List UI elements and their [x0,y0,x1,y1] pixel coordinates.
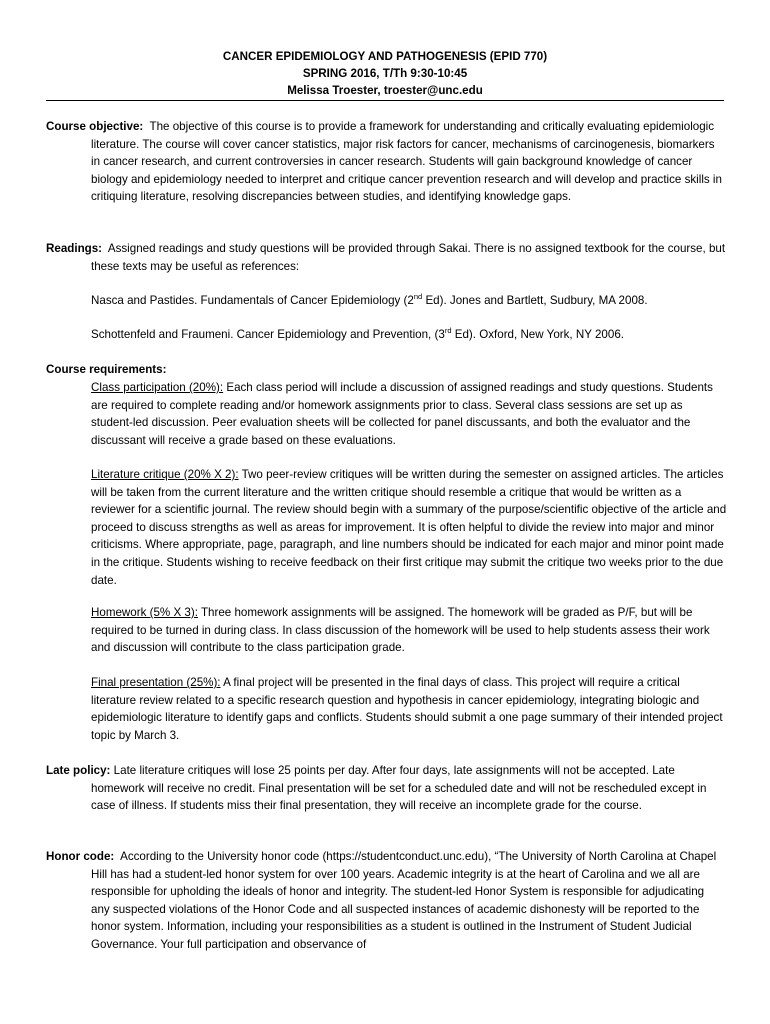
requirement-title: Final presentation (25%): [91,676,221,689]
honor-code-section [46,848,726,954]
late-policy-text: Late literature critiques will lose 25 points per day. After four days, late assignments will not be accepted. Late homework will receive no credit. Final presentation will be set for a scheduled date and will not be rescheduled except in case of illness. If students miss their final presentation, they will receive an incomplete grade for the course. [91,764,707,813]
late-policy-section [46,762,726,815]
requirement-literature-critique [91,466,727,589]
requirement-text: Three homework assignments will be assigned. The homework will be graded as P/F, but will be required to be turned in during class. In class discussion of the homework will be used to help students assess their work and discussion will contribute to the class participation grade. [91,606,710,655]
reference-1-text: Nasca and Pastides. Fundamentals of Cancer Epidemiology (2 [91,294,414,307]
reference-2-text-end: Ed). Oxford, New York, NY 2006. [451,328,624,341]
course-term: SPRING 2016, T/Th 9:30-10:45 [302,67,468,80]
requirement-title: Literature critique (20% X 2): [91,468,239,481]
requirement-text: A final project will be presented in the final days of class. This project will require a critical literature review related to a specific research question and hypothesis in cancer epidemiology, integrating biologic and epidemiologic literature to identify gaps and conflicts. Students should submit a one page summary of their intended project topic by March 3. [91,676,723,742]
requirement-title: Class participation (20%): [91,381,224,394]
instructor-line: Melissa Troester, troester@unc.edu [287,84,483,97]
course-objective-label: Course objective: [46,120,144,133]
readings-section [46,240,726,275]
readings-paragraph [46,240,726,275]
header-divider [46,100,724,101]
honor-code-text: According to the University honor code (https://studentconduct.unc.edu), “The University of North Carolina at Chapel Hill has had a student-led honor system for over 100 years. Academic integrity is at the heart of Carolina and we all are responsible for upholding the ideals of honor and integrity. The student-led Honor System is responsible for adjudicating any suspected violations of the Honor Code and all suspected instances of academic dishonesty will be reported to the honor system. Information, including your responsibilities as a student is outlined in the Instrument of Student Judicial Governance. Your full participation and observance of [91,850,717,951]
reference-1-superscript: nd [413,292,423,302]
requirement-text: Two peer-review critiques will be written during the semester on assigned articles. The articles will be taken from the current literature and the written critique should resemble a critique that would be written as a reviewer for a scientific journal. The review should begin with a summary of the purpose/scientific objective of the article and proceed to discuss strengths as well as areas for improvement. It is often helpful to divide the review into major and minor criticisms. Where appropriate, page, paragraph, and line numbers should be indicated for each major and minor point made in the critique. Students wishing to receive feedback on their first critique may submit the critique two weeks prior to the due date. [91,468,727,587]
requirement-homework [91,604,727,657]
reference-1 [91,292,731,310]
requirement-final-presentation [91,674,727,744]
late-policy-paragraph [46,762,726,815]
readings-label: Readings: [46,242,103,255]
reference-2-superscript: rd [444,326,452,336]
reference-1-text-end: Ed). Jones and Bartlett, Sudbury, MA 2008. [422,294,648,307]
honor-code-label: Honor code: [46,850,115,863]
requirement-class-participation [91,379,727,449]
requirement-text: Each class period will include a discussion of assigned readings and study questions. Students are required to complete reading and/or homework assignments prior to class. Several class sessions are set up as student-led discussion. Peer evaluation sheets will be collected for panel discussants, and both the evaluator and the discussant will receive a grade based on these evaluations. [91,381,713,447]
course-requirements-section [46,361,726,379]
course-objective-section [46,118,726,206]
course-requirements-label: Course requirements: [46,363,167,376]
reference-2 [91,326,731,344]
late-policy-label: Late policy: [46,764,111,777]
honor-code-paragraph [46,848,726,954]
document-header [0,48,770,99]
course-title: CANCER EPIDEMIOLOGY AND PATHOGENESIS (EPID 770) [222,50,548,63]
requirement-title: Homework (5% X 3): [91,606,198,619]
course-objective-text: The objective of this course is to provide a framework for understanding and critically evaluating epidemiologic literature. The course will cover cancer statistics, major risk factors for cancer, mechanisms of carcinogenesis, biomarkers in cancer research, and current controversies in cancer research. Students will gain background knowledge of cancer biology and epidemiology needed to interpret and critique cancer prevention research and will develop and practice skills in critiquing literature, resolving discrepancies between studies, and identifying knowledge gaps. [91,120,722,204]
course-objective-paragraph [46,118,726,206]
reference-2-text: Schottenfeld and Fraumeni. Cancer Epidemiology and Prevention, (3 [91,328,445,341]
readings-text: Assigned readings and study questions will be provided through Sakai. There is no assigned textbook for the course, but these texts may be useful as references: [91,242,726,273]
